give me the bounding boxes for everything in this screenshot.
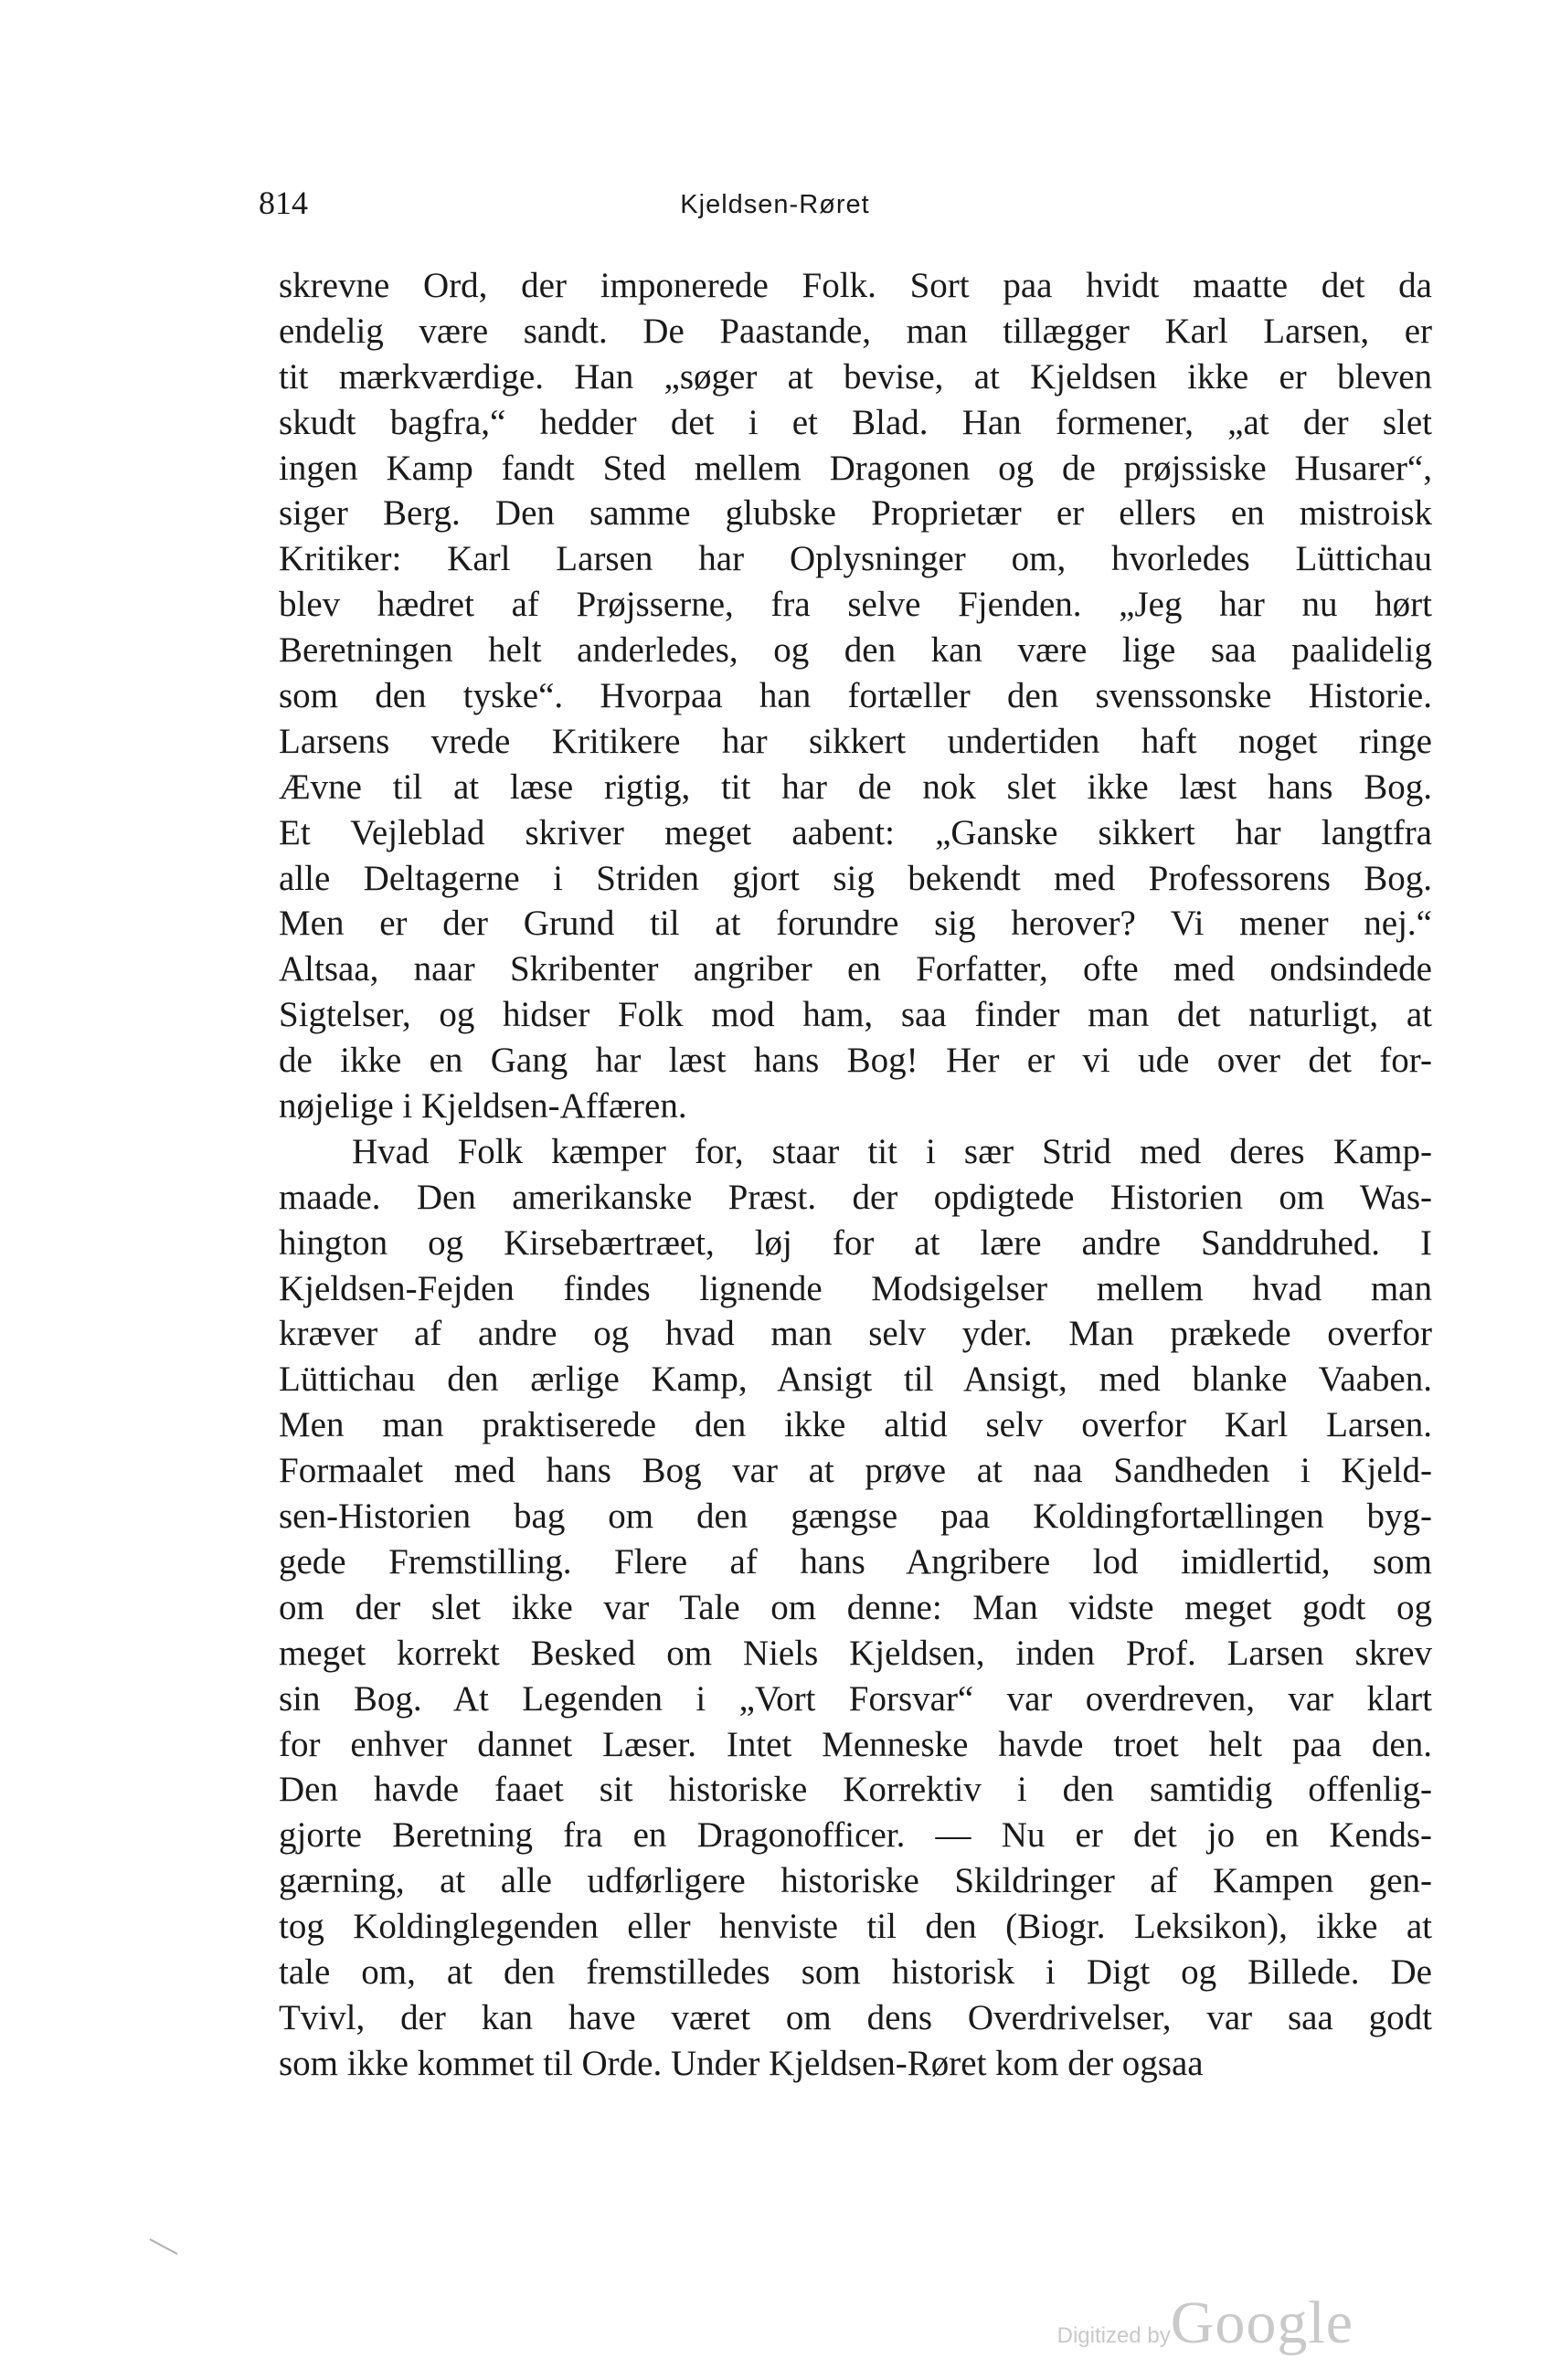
text-line: endelig være sandt. De Paastande, man tillægger Karl Larsen, er xyxy=(279,311,1432,351)
text-line: Larsens vrede Kritikere har sikkert undertiden haft noget ringe xyxy=(279,721,1432,761)
text-line: Kjeldsen-Fejden findes lignende Modsigelser mellem hvad man xyxy=(279,1268,1432,1308)
text-line: meget korrekt Besked om Niels Kjeldsen, inden Prof. Larsen skrev xyxy=(279,1633,1432,1673)
text-line: nøjelige i Kjeldsen-Affæren. xyxy=(279,1086,687,1127)
text-line: Tvivl, der kan have været om dens Overdrivelser, var saa godt xyxy=(279,1997,1432,2037)
text-line: skudt bagfra,“ hedder det i et Blad. Han formener, „at der slet xyxy=(279,402,1432,442)
text-line: sin Bog. At Legenden i „Vort Forsvar“ var overdreven, var klart xyxy=(279,1678,1432,1719)
text-line: Ævne til at læse rigtig, tit har de nok slet ikke læst hans Bog. xyxy=(279,767,1432,807)
text-line: Men er der Grund til at forundre sig herover? Vi mener nej.“ xyxy=(279,904,1432,944)
text-line: Et Vejleblad skriver meget aabent: „Ganske sikkert har langtfra xyxy=(279,812,1432,852)
text-line: gærning, at alle udførligere historiske Skildringer af Kampen gen- xyxy=(279,1861,1432,1901)
text-line: tog Koldinglegenden eller henviste til den (Biogr. Leksikon), ikke at xyxy=(279,1907,1432,1947)
text-line: skrevne Ord, der imponerede Folk. Sort paa hvidt maatte det da xyxy=(279,266,1432,305)
google-logo: Google xyxy=(1170,2290,1354,2356)
text-line: Altsaa, naar Skribenter angriber en Forfatter, ofte med ondsindede xyxy=(279,949,1432,989)
text-line: Hvad Folk kæmper for, staar tit i sær Strid med deres Kamp- xyxy=(352,1131,1432,1171)
text-line: alle Deltagerne i Striden gjort sig bekendt med Professorens Bog. xyxy=(279,858,1432,898)
text-line: Beretningen helt anderledes, og den kan være lige saa paalidelig xyxy=(279,630,1432,671)
body-text xyxy=(279,263,1432,2087)
text-line: om der slet ikke var Tale om denne: Man vidste meget godt og xyxy=(279,1587,1432,1627)
text-line: gjorte Beretning fra en Dragonofficer. — Nu er det jo en Kends- xyxy=(279,1815,1432,1856)
scan-artifact-mark xyxy=(150,2238,178,2255)
text-line: hington og Kirsebærtræet, løj for at lære andre Sanddruhed. I xyxy=(279,1222,1432,1263)
text-line: som ikke kommet til Orde. Under Kjeldsen-Røret kom der ogsaa xyxy=(279,2043,1204,2083)
text-line: som den tyske“. Hvorpaa han fortæller den svenssonske Historie. xyxy=(279,676,1432,716)
text-line: sen-Historien bag om den gængse paa Koldingfortællingen byg- xyxy=(279,1497,1432,1537)
text-line: maade. Den amerikanske Præst. der opdigtede Historien om Was- xyxy=(279,1177,1432,1217)
text-line: for enhver dannet Læser. Intet Menneske havde troet helt paa den. xyxy=(279,1724,1432,1764)
running-title: Kjeldsen-Røret xyxy=(680,190,870,219)
text-line: Formaalet med hans Bog var at prøve at naa Sandheden i Kjeld- xyxy=(279,1451,1432,1491)
text-line: Lüttichau den ærlige Kamp, Ansigt til Ansigt, med blanke Vaaben. xyxy=(279,1359,1432,1400)
text-line: blev hædret af Prøjsserne, fra selve Fjenden. „Jeg har nu hørt xyxy=(279,585,1432,625)
text-line: Kritiker: Karl Larsen har Oplysninger om, hvorledes Lüttichau xyxy=(279,539,1432,579)
text-line: Den havde faaet sit historiske Korrektiv i den samtidig offenlig- xyxy=(279,1770,1432,1810)
text-line: gede Fremstilling. Flere af hans Angribere lod imidlertid, som xyxy=(279,1541,1432,1581)
text-line: Sigtelser, og hidser Folk mod ham, saa finder man det naturligt, at xyxy=(279,995,1432,1035)
text-line: tit mærkværdige. Han „søger at bevise, at Kjeldsen ikke er bleven xyxy=(279,356,1432,397)
watermark-prefix: Digitized by xyxy=(1056,2323,1171,2348)
text-line: kræver af andre og hvad man selv yder. Man prækede overfor xyxy=(279,1314,1432,1354)
digitized-watermark xyxy=(1057,2289,1354,2358)
text-line: tale om, at den fremstilledes som historisk i Digt og Billede. De xyxy=(279,1952,1432,1992)
text-line: de ikke en Gang har læst hans Bog! Her er vi ude over det for- xyxy=(279,1041,1432,1081)
text-line: Men man praktiserede den ikke altid selv overfor Karl Larsen. xyxy=(279,1405,1432,1445)
text-line: siger Berg. Den samme glubske Proprietær er ellers en mistroisk xyxy=(279,493,1432,534)
text-line: ingen Kamp fandt Sted mellem Dragonen og de prøjssiske Husarer“, xyxy=(279,448,1432,488)
page-number: 814 xyxy=(259,185,308,221)
